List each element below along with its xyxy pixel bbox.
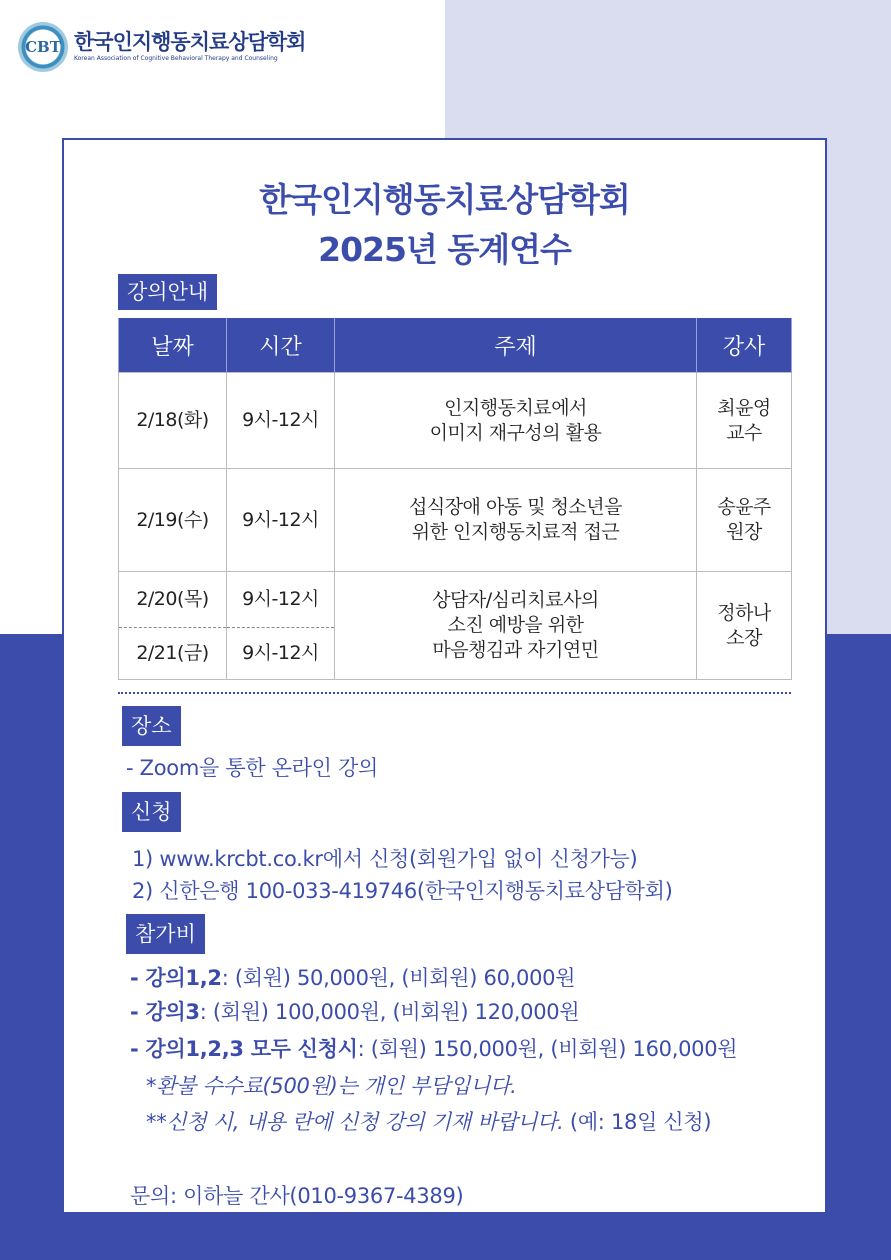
- schedule-table: [118, 318, 791, 680]
- header-date: 날짜: [119, 318, 227, 373]
- cell-topic: 인지행동치료에서 이미지 재구성의 활용: [335, 373, 697, 469]
- registration-section-label: 신청: [122, 792, 181, 832]
- header-time: 시간: [227, 318, 335, 373]
- cell-date: 2/18(화): [119, 373, 227, 469]
- fee-item-all-lectures: - 강의1,2,3 모두 신청시: (회원) 150,000원, (비회원) 160,000원: [130, 1037, 738, 1061]
- page-subtitle: 2025년 동계연수: [318, 230, 571, 269]
- cell-time: 9시-12시: [227, 572, 335, 628]
- registration-item-website: 1) www.krcbt.co.kr에서 신청(회원가입 없이 신청가능): [132, 847, 638, 871]
- association-logo: [18, 22, 305, 72]
- logo-name-english: Korean Association of Cognitive Behavioral Therapy and Counseling: [74, 55, 278, 62]
- cell-time: 9시-12시: [227, 469, 335, 572]
- page-title: 한국인지행동치료상담학회: [259, 180, 630, 219]
- cell-topic: 상담자/심리치료사의 소진 예방을 위한 마음챙김과 자기연민: [335, 572, 697, 680]
- contact-info: 문의: 이하늘 간사(010-9367-4389): [130, 1184, 464, 1208]
- cell-topic: 섭식장애 아동 및 청소년을 위한 인지행동치료적 접근: [335, 469, 697, 572]
- cbt-emblem-icon: CBT: [18, 22, 68, 72]
- cell-instructor: 정하나 소장: [697, 572, 792, 680]
- header-topic: 주제: [335, 318, 697, 373]
- cell-date: 2/21(금): [119, 628, 227, 680]
- table-row: [119, 469, 792, 572]
- application-note: **신청 시, 내용 란에 신청 강의 기재 바랍니다. (예: 18일 신청): [146, 1110, 712, 1134]
- logo-name-korean: 한국인지행동치료상담학회: [74, 30, 306, 54]
- cell-instructor: 송윤주 원장: [697, 469, 792, 572]
- registration-item-bank: 2) 신한은행 100-033-419746(한국인지행동치료상담학회): [132, 879, 673, 903]
- cell-instructor: 최윤영 교수: [697, 373, 792, 469]
- cell-time: 9시-12시: [227, 628, 335, 680]
- fee-item-lecture-1-2: - 강의1,2: (회원) 50,000원, (비회원) 60,000원: [130, 966, 576, 990]
- schedule-section-label: 강의안내: [118, 274, 217, 310]
- refund-note: *환불 수수료(500원)는 개인 부담입니다.: [146, 1074, 517, 1098]
- fee-section-label: 참가비: [126, 914, 205, 954]
- table-row: [119, 572, 792, 628]
- table-row: [119, 373, 792, 469]
- header-instructor: 강사: [697, 318, 792, 373]
- venue-section-label: 장소: [122, 706, 181, 746]
- notice-card: [62, 138, 827, 1214]
- cell-date: 2/20(목): [119, 572, 227, 628]
- fee-item-lecture-3: - 강의3: (회원) 100,000원, (비회원) 120,000원: [130, 1000, 580, 1024]
- cell-date: 2/19(수): [119, 469, 227, 572]
- venue-text: - Zoom을 통한 온라인 강의: [126, 756, 379, 780]
- dotted-divider: [118, 692, 791, 694]
- cell-time: 9시-12시: [227, 373, 335, 469]
